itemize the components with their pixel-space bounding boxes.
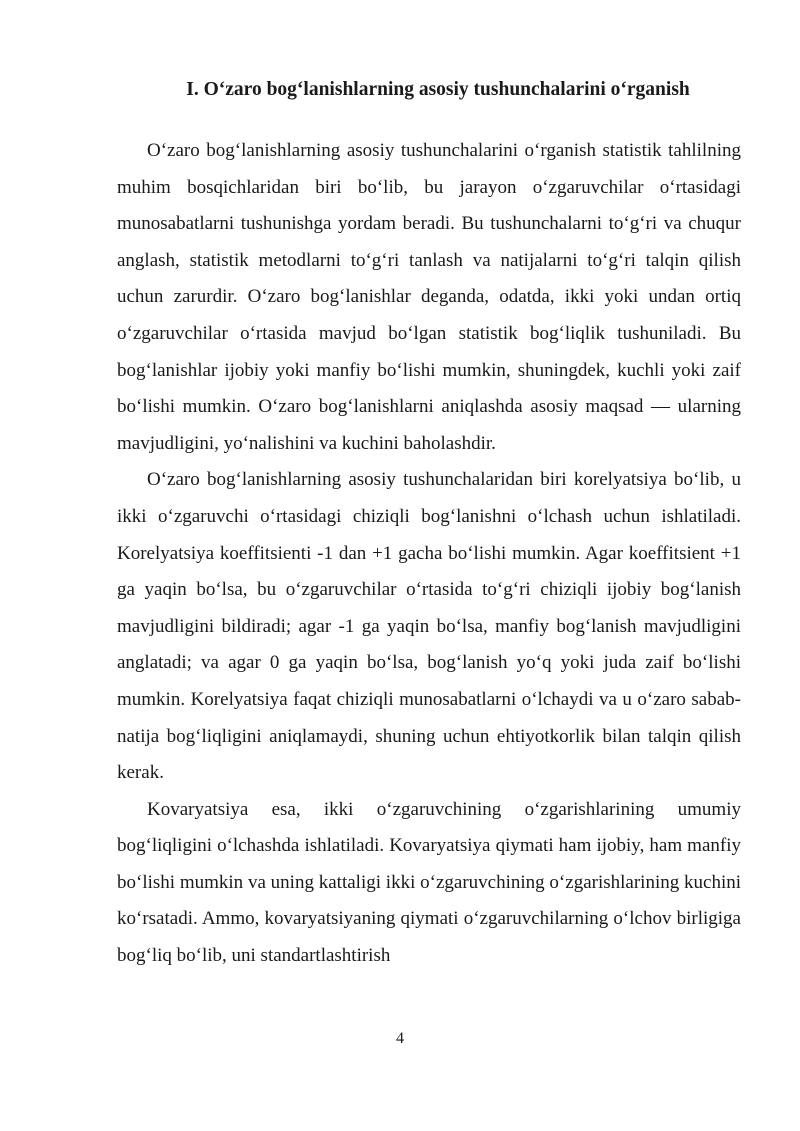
section-heading: I. O‘zaro bog‘lanishlarning asosiy tushunchalarini o‘rganish bbox=[186, 79, 690, 100]
paragraph-3: Kovaryatsiya esa, ikki o‘zgaruvchining o‘zgarishlarining umumiy bog‘liqligini o‘lchashda ishlatiladi. Kovaryatsiya qiymati ham ijobiy, ham manfiy bo‘lishi mumkin va uning kattaligi ikki o‘zgaruvchining o‘zgarishlarining kuchini ko‘rsatadi. Ammo, kovaryatsiyaning qiymati o‘zgaruvchilarning o‘lchov birligiga bog‘liq bo‘lib, uni standartlashtirish bbox=[117, 798, 741, 967]
paragraph-1: O‘zaro bog‘lanishlarning asosiy tushunchalarini o‘rganish statistik tahlilning muhim bosqichlaridan biri bo‘lib, bu jarayon o‘zgaruvchilar o‘rtasidagi munosabatlarni tushunishga yordam beradi. Bu tushunchalarni to‘g‘ri va chuqur anglash, statistik metodlarni to‘g‘ri tanlash va natijalarni to‘g‘ri talqin qilish uchun zarurdir. O‘zaro bog‘lanishlar deganda, odatda, ikki yoki undan ortiq o‘zgaruvchilar o‘rtasida mavjud bo‘lgan statistik bog‘liqlik tushuniladi. Bu bog‘lanishlar ijobiy yoki manfiy bo‘lishi mumkin, shuningdek, kuchli yoki zaif bo‘lishi mumkin. O‘zaro bog‘lanishlarni aniqlashda asosiy maqsad — ularning mavjudligini, yo‘nalishini va kuchini baholashdir. bbox=[117, 140, 741, 454]
paragraph-2: O‘zaro bog‘lanishlarning asosiy tushunchalaridan biri korelyatsiya bo‘lib, u ikki o‘zgaruvchi o‘rtasidagi chiziqli bog‘lanishni o‘lchash uchun ishlatiladi. Korelyatsiya koeffitsienti -1 dan +1 gacha bo‘lishi mumkin. Agar koeffitsient +1 ga yaqin bo‘lsa, bu o‘zgaruvchilar o‘rtasida to‘g‘ri chiziqli ijobiy bog‘lanish mavjudligini bildiradi; agar -1 ga yaqin bo‘lsa, manfiy bog‘lanish mavjudligini anglatadi; va agar 0 ga yaqin bo‘lsa, bog‘lanish yo‘q yoki juda zaif bo‘lishi mumkin. Korelyatsiya faqat chiziqli munosabatlarni o‘lchaydi va u o‘zaro sabab-natija bog‘liqligini aniqlamaydi, shuning uchun ehtiyotkorlik bilan talqin qilish kerak. bbox=[117, 469, 741, 784]
body-text bbox=[117, 133, 741, 975]
page-number: 4 bbox=[396, 1030, 404, 1047]
